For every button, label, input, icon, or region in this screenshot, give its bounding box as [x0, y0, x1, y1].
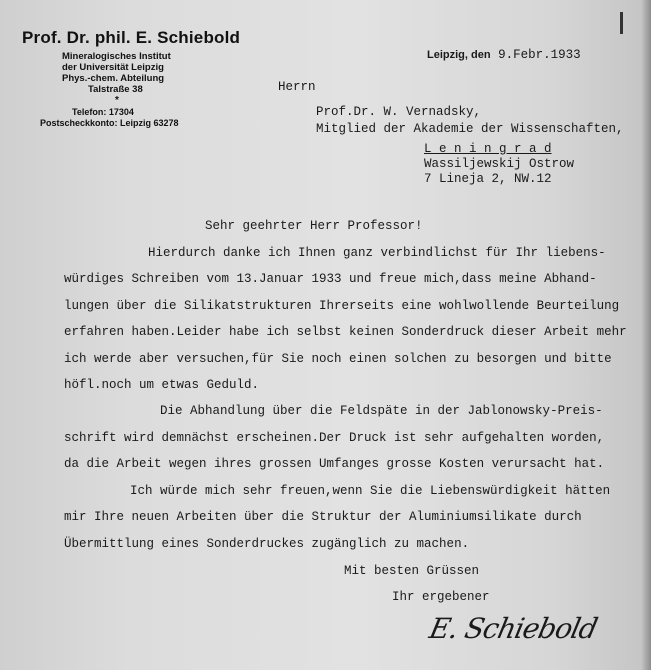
letterhead-name: Prof. Dr. phil. E. Schiebold — [22, 28, 241, 47]
letter-date — [427, 48, 581, 62]
handwritten-signature: E. Schiebold — [426, 612, 600, 645]
recipient-street-1: Wassiljewskij Ostrow — [424, 157, 575, 171]
letterhead-postal-account: Postscheckkonto: Leipzig 63278 — [40, 118, 179, 128]
letterhead-phone: Telefon: 17304 — [72, 107, 134, 117]
recipient-city: L e n i n g r a d — [424, 142, 552, 156]
closing-greeting: Mit besten Grüssen — [344, 564, 480, 578]
body-line: ich werde aber versuchen,für Sie noch einen solchen zu besorgen und bitte — [64, 352, 612, 366]
body-line: da die Arbeit wegen ihres grossen Umfanges grosse Kosten verursacht hat. — [64, 457, 605, 471]
recipient-block — [316, 104, 624, 138]
recipient-title: Herrn — [278, 80, 316, 94]
body-line: Die Abhandlung über die Feldspäte in der Jablonowsky-Preis- — [160, 404, 603, 418]
recipient-position: Mitglied der Akademie der Wissenschaften, — [316, 122, 624, 136]
closing-sign-off: Ihr ergebener — [392, 590, 490, 604]
body-line: schrift wird demnächst erscheinen.Der Druck ist sehr aufgehalten worden, — [64, 431, 605, 445]
recipient-name: Prof.Dr. W. Vernadsky, — [316, 105, 482, 119]
page-edge-shadow — [641, 0, 651, 670]
body-line: Hierdurch danke ich Ihnen ganz verbindlichst für Ihr liebens- — [148, 246, 606, 260]
body-line: würdiges Schreiben vom 13.Januar 1933 und freue mich,dass meine Abhand- — [64, 272, 597, 286]
date-value: 9.Febr.1933 — [498, 48, 581, 62]
letterhead — [20, 28, 260, 129]
page-mark — [620, 12, 623, 34]
body-line: mir Ihre neuen Arbeiten über die Struktur der Aluminiumsilikate durch — [64, 510, 582, 524]
body-line: höfl.noch um etwas Geduld. — [64, 378, 260, 392]
letterhead-institute: Mineralogisches Institut — [62, 51, 171, 62]
date-prefix: Leipzig, den — [427, 49, 491, 61]
letterhead-separator: * — [115, 95, 119, 106]
greeting: Sehr geehrter Herr Professor! — [205, 219, 423, 233]
body-line: lungen über die Silikatstrukturen Ihrerseits eine wohlwollende Beurteilung — [64, 299, 620, 313]
letterhead-department: Phys.-chem. Abteilung — [62, 73, 165, 84]
body-line: Ich würde mich sehr freuen,wenn Sie die Liebenswürdigkeit hätten — [130, 484, 611, 498]
body-line: Übermittlung eines Sonderdruckes zugänglich zu machen. — [64, 537, 470, 551]
recipient-address — [424, 142, 574, 187]
body-line: erfahren haben.Leider habe ich selbst keinen Sonderdruck dieser Arbeit mehr — [64, 325, 627, 339]
recipient-street-2: 7 Lineja 2, NW.12 — [424, 172, 552, 186]
letterhead-street: Talstraße 38 — [88, 84, 143, 95]
letterhead-university: der Universität Leipzig — [62, 62, 164, 73]
